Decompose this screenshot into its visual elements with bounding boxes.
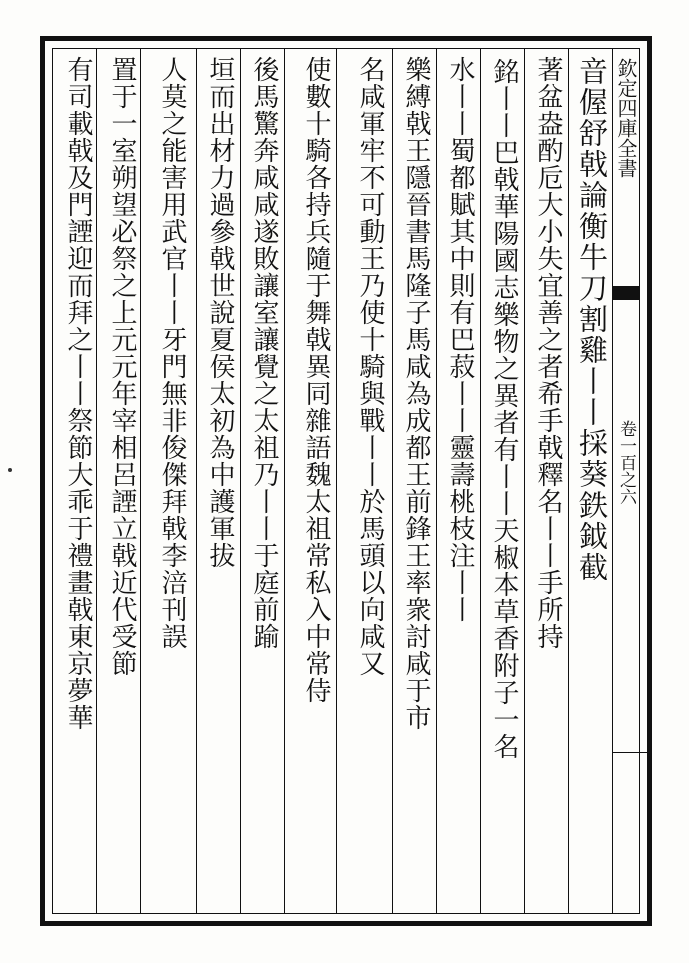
text-column-3: 銘丨丨巴戟華陽國志樂物之異者有丨丨天椒本草香附子一名 [489, 58, 519, 760]
text-column-7: 使數十騎各持兵隨于舞戟異同雜語魏太祖常私入中常侍 [301, 56, 331, 704]
column-rule [392, 48, 393, 914]
text-column-4: 水丨丨蜀都賦其中則有巴菽丨丨靈壽桃枝注丨丨 [445, 56, 475, 623]
text-column-8: 後馬驚奔咸咸遂敗讓室讓覺之太祖乃丨丨于庭前踰 [249, 56, 279, 650]
fishtail-mark [612, 286, 640, 300]
heart-divider [612, 752, 652, 753]
column-rule [196, 48, 197, 914]
volume-label: 卷一百之六 [616, 420, 636, 505]
text-column-5: 樂縛戟王隱晉書馬隆子馬咸為成都王前鋒王率衆討咸于市 [401, 56, 431, 731]
text-column-11: 置于一室朔望必祭之上元元年宰相呂諲立戟近代受節 [107, 56, 137, 677]
text-column-9: 垣而出材力過參戟世說夏侯太初為中護軍拔 [205, 56, 235, 569]
text-column-1: 音偓舒戟論衡牛刀割雞丨丨採葵鉄鉞截 [575, 56, 609, 583]
ink-speck [8, 468, 12, 472]
text-column-12: 有司載戟及門諲迎而拜之丨丨祭節大乖于禮畫戟東京夢華 [63, 56, 93, 731]
text-column-10: 人莫之能害用武官丨丨牙門無非俊傑拜戟李涪刊誤 [157, 56, 187, 650]
text-column-2: 著盆盎酌卮大小失宜善之者希手戟釋名丨丨手所持 [533, 56, 563, 650]
text-column-6: 名咸軍牢不可動王乃使十騎與戰丨丨於馬頭以向咸又 [355, 56, 385, 677]
book-title: 欽定四庫全書 [614, 58, 638, 178]
